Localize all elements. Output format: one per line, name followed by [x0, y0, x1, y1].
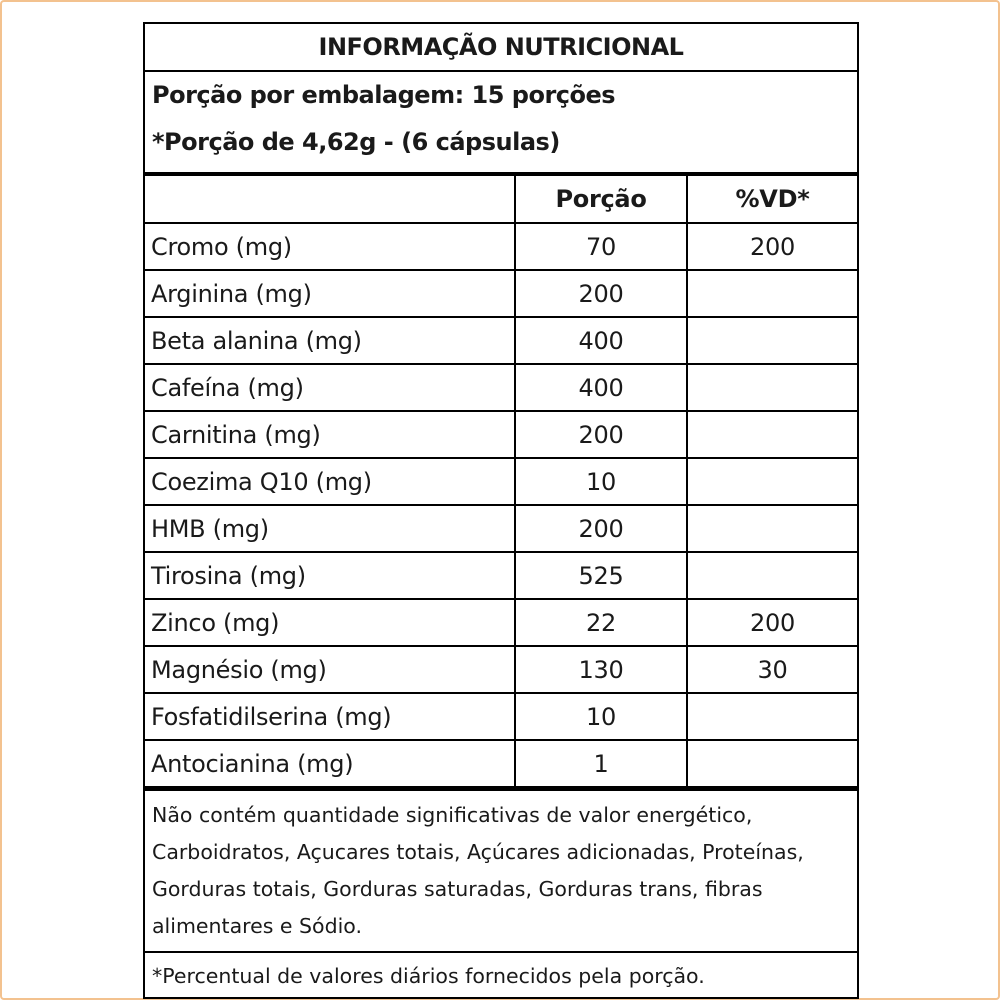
nutrient-dv — [687, 458, 857, 505]
nutrient-portion: 400 — [515, 364, 687, 411]
nutrition-label — [143, 22, 859, 999]
nutrient-portion: 70 — [515, 223, 687, 270]
table-row — [145, 505, 857, 552]
table-row — [145, 599, 857, 646]
nutrient-portion: 130 — [515, 646, 687, 693]
nutrient-portion: 200 — [515, 411, 687, 458]
nutrient-dv — [687, 740, 857, 786]
table-row — [145, 740, 857, 786]
nutrient-portion: 22 — [515, 599, 687, 646]
serving-size: *Porção de 4,62g - (6 cápsulas) — [152, 128, 560, 156]
table-row — [145, 458, 857, 505]
nutrient-dv — [687, 364, 857, 411]
table-row — [145, 364, 857, 411]
nutrient-name: Cafeína (mg) — [145, 364, 515, 411]
column-header-nutrient — [145, 176, 515, 223]
nutrient-table — [145, 176, 857, 786]
nutrient-name: Tirosina (mg) — [145, 552, 515, 599]
nutrient-name: Arginina (mg) — [145, 270, 515, 317]
nutrient-name: Carnitina (mg) — [145, 411, 515, 458]
table-row — [145, 411, 857, 458]
table-row — [145, 693, 857, 740]
nutrient-name: Coezima Q10 (mg) — [145, 458, 515, 505]
nutrient-dv — [687, 693, 857, 740]
nutrient-portion: 1 — [515, 740, 687, 786]
label-title: INFORMAÇÃO NUTRICIONAL — [145, 24, 857, 72]
nutrient-dv — [687, 317, 857, 364]
nutrient-dv: 200 — [687, 223, 857, 270]
table-row — [145, 317, 857, 364]
nutrient-name: Cromo (mg) — [145, 223, 515, 270]
nutrient-name: Zinco (mg) — [145, 599, 515, 646]
nutrient-name: Magnésio (mg) — [145, 646, 515, 693]
nutrient-name: Fosfatidilserina (mg) — [145, 693, 515, 740]
nutrient-portion: 10 — [515, 693, 687, 740]
nutrient-name: HMB (mg) — [145, 505, 515, 552]
nutrient-name: Beta alanina (mg) — [145, 317, 515, 364]
nutrient-portion: 200 — [515, 270, 687, 317]
dv-footnote: *Percentual de valores diários fornecidos pela porção. — [152, 964, 705, 988]
nutrition-notes — [145, 786, 857, 953]
nutrient-dv — [687, 552, 857, 599]
table-row — [145, 552, 857, 599]
serving-info — [145, 72, 857, 176]
table-row — [145, 646, 857, 693]
nutrient-dv — [687, 411, 857, 458]
servings-per-package: Porção por embalagem: 15 porções — [152, 81, 616, 109]
nutrient-dv — [687, 505, 857, 552]
nutrient-portion: 400 — [515, 317, 687, 364]
table-row — [145, 270, 857, 317]
notes-text: Não contém quantidade significativas de valor energético, Carboidratos, Açucares totais, Açúcares adicionadas, Proteínas, Gorduras totais, Gorduras saturadas, Gorduras trans, fibras alimentares e Sódio. — [152, 803, 804, 938]
nutrient-dv — [687, 270, 857, 317]
nutrient-portion: 200 — [515, 505, 687, 552]
table-header-row — [145, 176, 857, 223]
nutrient-dv: 200 — [687, 599, 857, 646]
nutrient-portion: 10 — [515, 458, 687, 505]
column-header-portion: Porção — [515, 176, 687, 223]
nutrient-name: Antocianina (mg) — [145, 740, 515, 786]
column-header-dv: %VD* — [687, 176, 857, 223]
nutrient-dv: 30 — [687, 646, 857, 693]
table-row — [145, 223, 857, 270]
nutrient-portion: 525 — [515, 552, 687, 599]
